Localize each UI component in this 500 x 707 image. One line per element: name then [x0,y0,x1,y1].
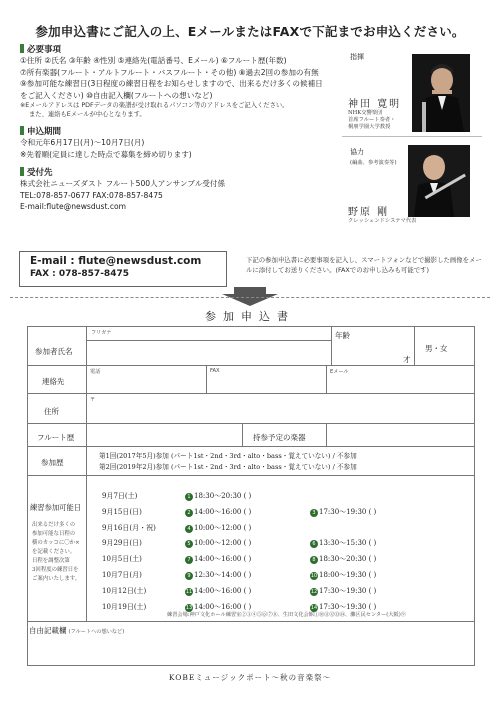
session-number-icon: 1 [185,493,193,501]
gender-options[interactable]: 男・女 [425,344,448,353]
session-slot[interactable]: 13 14:00〜16:00 ( ) [185,602,252,611]
conductor-title: 首席フルート奏者・ [348,117,396,123]
participation-line[interactable]: 第2回(2019年2月)参加 (パート1st・2nd・3rd・alto・bass・覚えていない) / 不参加 [99,463,357,471]
cooperation-title: クレッシェンドシステマ代表 [348,218,417,224]
session-number-icon: 13 [185,604,193,611]
requirements-line: ⑦所有楽器(フルート・アルトフルート・バスフルート・その他) ⑧過去2回の参加の有無 [20,67,319,77]
practice-label: 練習参加可能日 [30,503,82,512]
cooperation-name: 野原 剛 [348,207,390,218]
period-line: ※先着順(定員に達した時点で募集を締め切ります) [20,149,192,159]
address-label: 住所 [44,407,59,416]
history-field[interactable] [86,423,243,447]
fax-label: FAX [210,368,220,374]
session-number-icon: 7 [185,556,193,564]
session-slot[interactable]: 8 18:30〜20:30 ( ) [310,554,376,564]
age-unit: 才 [403,355,411,364]
fax-field[interactable] [206,365,327,394]
panel-divider [342,136,482,137]
practice-field [86,475,475,622]
name-field[interactable] [86,340,332,366]
venue-note: 練習会場:神戸文化ホール練習室②③④⑤⑥⑦⑧、生田文化会館①⑩⑪⑫⑬⑭、灘区民センター(大阪)⑨ [167,612,406,618]
participation-line[interactable]: 第1回(2017年5月)参加 (パート1st・2nd・3rd・alto・bass・覚えていない) / 不参加 [99,452,357,460]
session-slot[interactable]: 11 14:00〜16:00 ( ) [185,586,252,595]
contact-email[interactable]: E-mail : flute@newsdust.com [30,255,202,267]
contact-fax: FAX : 078-857-8475 [30,269,129,279]
session-slot[interactable]: 9 12:30〜14:00 ( ) [185,570,251,580]
participation-label: 参加歴 [41,458,64,467]
session-date: 9月16日(月・祝) [102,523,156,532]
name-label: 参加者氏名 [35,347,73,356]
session-number-icon: 3 [310,509,318,517]
session-date: 9月7日(土) [102,492,138,500]
contact-box [19,251,227,287]
requirements-heading: 必要事項 [20,43,340,55]
session-slot[interactable]: 3 17:30〜19:30 ( ) [310,507,376,517]
session-number-icon: 11 [185,588,193,595]
practice-note: 出来るだけ多くの 参加可能な日程の 横のカッコに〇か× を記載ください。 日程を調整次第 3回程度の練習日を ご案内いたします。 [32,522,81,582]
session-number-icon: 12 [310,588,318,595]
session-number-icon: 6 [310,540,318,548]
session-slot[interactable]: 2 14:00〜16:00 ( ) [185,507,251,517]
tel-label: 電話 [90,369,101,375]
headline: 参加申込書にご記入の上、EメールまたはFAXで下記までお申込ください。 [35,24,465,39]
session-slot[interactable]: 4 10:00〜12:00 ( ) [185,523,251,533]
cooperation-role-sub: (編曲、参考演奏等) [350,160,397,166]
session-date: 10月19日(土) [102,602,147,611]
reception-line: 株式会社ニューズダスト フルート500人アンサンブル受付係 [20,179,226,188]
requirements-note: また、連絡もEメールが中心となります。 [29,111,146,118]
reception-line: TEL:078-857-0677 FAX:078-857-8475 [20,190,163,200]
period-heading: 申込期間 [20,125,340,137]
history-label: フルート歴 [37,433,75,442]
session-slot[interactable]: 12 17:30〜19:30 ( ) [310,586,377,595]
session-date: 9月29日(日) [102,539,142,548]
down-arrow-icon [222,294,278,306]
conductor-photo [412,54,470,132]
requirements-line: ⑨参加可能な練習日(3日程度の練習日程をお知らせしますので、出来るだけ多くの候補日 [20,79,323,88]
conductor-role: 指揮 [350,53,364,61]
session-date: 10月12日(土) [102,586,147,595]
address-field[interactable] [86,393,475,424]
furigana-label: フリガナ [91,330,112,336]
conductor-title: NHK交響楽団 [348,110,383,116]
session-slot[interactable]: 7 14:00〜16:00 ( ) [185,554,251,564]
reception-email: E-mail:flute@newsdust.com [20,202,127,211]
requirements-line: ①住所 ②氏名 ③年齢 ④性別 ⑤連絡先(電話番号、Eメール) ⑥フルート歴(年数) [20,56,287,65]
email-label: Eメール [330,369,349,375]
conductor-name: 神田 寛明 [348,99,402,110]
session-slot[interactable]: 6 13:30〜15:30 ( ) [310,538,376,548]
postal-mark: 〒 [90,397,96,403]
session-slot[interactable]: 5 10:00〜12:00 ( ) [185,538,251,548]
requirements-line: をご記入ください) ⑩自由記入欄(フルートへの想いなど) [20,90,213,100]
instrument-field[interactable] [326,423,475,447]
session-number-icon: 8 [310,556,318,564]
free-label: 自由記載欄 (フルートへの想いなど) [29,626,125,635]
contact-label: 連絡先 [42,377,65,386]
conductor-title: 桐朋学園大学教授 [348,124,391,130]
requirements-note: ※Eメールアドレスは PDFデータの楽譜が受け取れるパソコン等のアドレスをご記入ください。 [20,102,289,109]
cooperation-role: 協力 [350,148,364,156]
session-number-icon: 2 [185,509,193,517]
period-line: 令和元年6月17日(月)〜10月7日(月) [20,138,145,147]
session-slot[interactable]: 14 17:30〜19:30 ( ) [310,602,377,611]
session-slot[interactable]: 1 18:30〜20:30 ( ) [185,491,251,501]
instrument-label: 持参予定の楽器 [253,433,306,442]
cooperation-photo [408,145,470,217]
session-number-icon: 4 [185,525,193,533]
form-title: 参加申込書 [205,310,295,323]
session-slot[interactable]: 10 18:00〜19:30 ( ) [310,571,377,579]
session-date: 10月7日(月) [102,571,142,579]
age-label: 年齢 [335,331,350,340]
session-number-icon: 10 [310,573,318,579]
reception-heading: 受付先 [20,166,340,178]
section-marker-icon [20,126,24,135]
session-date: 9月15日(日) [102,507,142,516]
section-marker-icon [20,44,24,53]
session-number-icon: 5 [185,540,193,548]
session-number-icon: 14 [310,604,318,611]
tel-field[interactable] [86,365,207,394]
footer: KOBEミュージックポート〜秋の音楽祭〜 [168,673,332,682]
session-date: 10月5日(土) [102,555,142,564]
section-marker-icon [20,167,24,176]
session-number-icon: 9 [185,572,193,580]
furigana-field[interactable] [86,326,332,341]
info-column [20,41,340,213]
cut-line [10,297,490,298]
contact-note: 下記の参加申込書に必要事項を記入し、スマートフォンなどで撮影した画像をメールに添付してお送りください。(FAXでのお申し込みも可能です) [246,256,482,274]
